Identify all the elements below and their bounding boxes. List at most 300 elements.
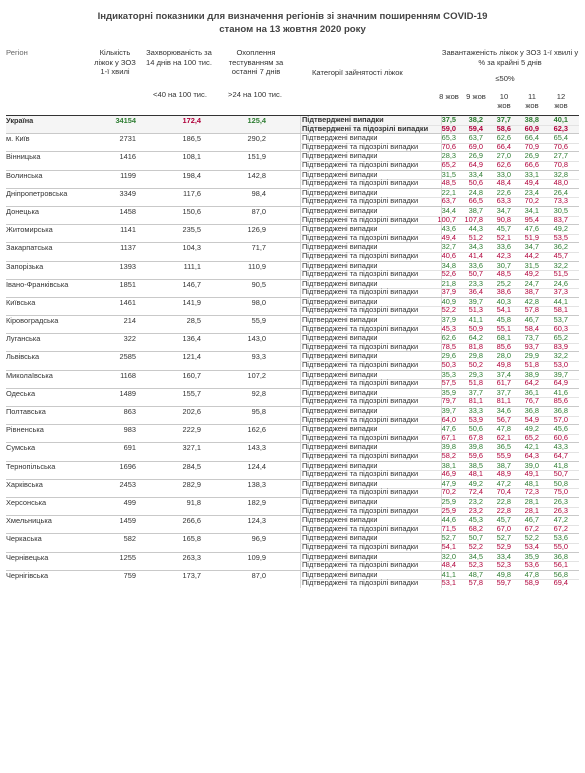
- beds-value: 1141: [120, 225, 136, 235]
- occupancy-confirmed-value: 22,6: [496, 187, 511, 197]
- occupancy-suspected-value: 51,8: [468, 378, 483, 388]
- testing-value: 95,8: [251, 407, 266, 416]
- occupancy-threshold: ≤50%: [495, 74, 515, 83]
- beds-value: 34154: [115, 116, 136, 125]
- occupancy-suspected-value: 57,0: [553, 414, 568, 424]
- region-name: Київська: [6, 297, 36, 307]
- incidence-value: 104,3: [182, 243, 201, 253]
- category-confirmed-suspected: Підтверджені та підозрілі випадки: [302, 287, 419, 297]
- occupancy-confirmed-value: 39,7: [553, 369, 568, 379]
- occupancy-confirmed-value: 34,3: [468, 242, 483, 252]
- region-name: Тернопільська: [6, 461, 56, 471]
- occupancy-suspected-value: 90,8: [496, 214, 511, 224]
- region-name: Закарпатська: [6, 243, 53, 253]
- occupancy-suspected-value: 48,5: [441, 178, 456, 188]
- beds-value: 1199: [120, 170, 136, 180]
- occupancy-suspected-value: 26,3: [553, 505, 568, 515]
- testing-value: 55,9: [251, 316, 266, 326]
- occupancy-suspected-value: 56,1: [553, 560, 568, 570]
- category-confirmed: Підтверджені випадки: [302, 515, 378, 525]
- occupancy-confirmed-value: 27,0: [496, 151, 511, 161]
- testing-value: 125,4: [247, 116, 266, 125]
- occupancy-confirmed-value: 32,0: [441, 551, 456, 561]
- title-line-1: Індикаторні показники для визначення регіонів зі значним поширенням COVID-19: [97, 11, 488, 22]
- beds-value: 1458: [119, 206, 136, 216]
- occupancy-suspected-value: 51,9: [524, 232, 539, 242]
- occupancy-suspected-value: 62,1: [496, 432, 511, 442]
- category-confirmed: Підтверджені випадки: [302, 406, 378, 415]
- occupancy-confirmed-value: 46,7: [524, 515, 539, 525]
- occupancy-suspected-value: 83,7: [553, 214, 568, 224]
- occupancy-confirmed-value: 41,1: [441, 569, 456, 579]
- occupancy-confirmed-value: 35,9: [441, 387, 456, 397]
- beds-value: 1416: [119, 152, 136, 162]
- beds-value: 863: [123, 407, 136, 416]
- occupancy-suspected-value: 55,9: [496, 450, 511, 460]
- occupancy-confirmed-value: 23,4: [524, 187, 539, 197]
- occupancy-confirmed-value: 52,7: [496, 533, 511, 543]
- occupancy-suspected-value: 51,2: [468, 232, 483, 242]
- occupancy-confirmed-value: 44,1: [553, 296, 568, 306]
- occupancy-confirmed-value: 45,3: [468, 515, 483, 525]
- region-name: Миколаївська: [6, 370, 53, 380]
- occupancy-confirmed-value: 33,3: [468, 406, 483, 415]
- category-confirmed-suspected: Підтверджені та підозрілі випадки: [302, 505, 419, 515]
- occupancy-suspected-value: 52,9: [496, 541, 511, 551]
- occupancy-confirmed-value: 53,7: [553, 315, 568, 325]
- region-name: Запорізька: [6, 261, 44, 271]
- region-name: Рівненська: [6, 425, 44, 435]
- occupancy-confirmed-value: 33,1: [524, 169, 539, 179]
- occupancy-confirmed-value: 41,6: [553, 387, 568, 397]
- testing-value: 87,0: [251, 206, 266, 216]
- region-name: Чернівецька: [6, 552, 49, 562]
- header-categories: Категорії зайнятості ліжок: [312, 68, 403, 77]
- category-confirmed-suspected: Підтверджені та підозрілі випадки: [302, 414, 419, 424]
- category-confirmed-suspected: Підтверджені та підозрілі випадки: [302, 305, 419, 315]
- region-row: [6, 242, 579, 260]
- category-confirmed-suspected: Підтверджені та підозрілі випадки: [302, 123, 429, 133]
- occupancy-confirmed-value: 37,5: [441, 115, 456, 124]
- category-confirmed: Підтверджені випадки: [302, 115, 384, 124]
- beds-value: 2731: [119, 134, 136, 144]
- testing-value: 109,9: [247, 552, 266, 562]
- occupancy-confirmed-value: 47,2: [496, 478, 511, 488]
- occupancy-suspected-value: 55,1: [496, 323, 511, 333]
- category-confirmed: Підтверджені випадки: [302, 315, 378, 325]
- occupancy-confirmed-value: 33,4: [468, 169, 483, 179]
- region-row: [6, 351, 579, 369]
- region-row: [6, 297, 579, 315]
- testing-value: 142,8: [247, 170, 266, 180]
- beds-value: 983: [123, 425, 136, 435]
- occupancy-suspected-value: 95,4: [524, 214, 539, 224]
- occupancy-suspected-value: 85,6: [496, 341, 511, 351]
- category-confirmed: Підтверджені випадки: [302, 133, 378, 143]
- occupancy-confirmed-value: 65,4: [553, 133, 568, 143]
- testing-value: 290,2: [247, 134, 266, 144]
- occupancy-suspected-value: 73,3: [553, 196, 568, 206]
- occupancy-confirmed-value: 37,9: [441, 315, 456, 325]
- occupancy-confirmed-value: 22,1: [441, 187, 456, 197]
- occupancy-confirmed-value: 47,8: [496, 424, 511, 434]
- occupancy-suspected-value: 54,9: [524, 414, 539, 424]
- occupancy-suspected-value: 71,5: [441, 523, 456, 533]
- occupancy-confirmed-value: 33,6: [496, 242, 511, 252]
- occupancy-suspected-value: 85,6: [553, 396, 568, 406]
- occupancy-confirmed-value: 37,7: [468, 387, 483, 397]
- incidence-value: 172,4: [182, 116, 201, 125]
- occupancy-confirmed-value: 46,7: [524, 315, 539, 325]
- occupancy-suspected-value: 28,1: [524, 505, 539, 515]
- occupancy-suspected-value: 52,6: [441, 269, 456, 279]
- incidence-value: 186,5: [182, 134, 201, 144]
- occupancy-confirmed-value: 39,8: [468, 442, 483, 452]
- occupancy-confirmed-value: 23,2: [468, 496, 483, 506]
- category-confirmed-suspected: Підтверджені та підозрілі випадки: [302, 232, 419, 242]
- occupancy-suspected-value: 70,2: [524, 196, 539, 206]
- region-row: [6, 188, 579, 206]
- testing-value: 98,4: [251, 188, 266, 198]
- category-confirmed: Підтверджені випадки: [302, 278, 378, 288]
- occupancy-confirmed-value: 44,6: [441, 515, 456, 525]
- occupancy-suspected-value: 51,5: [553, 269, 568, 279]
- occupancy-suspected-value: 52,3: [496, 560, 511, 570]
- day-header: 10 жов: [497, 92, 511, 110]
- occupancy-suspected-value: 38,6: [496, 287, 511, 297]
- occupancy-confirmed-value: 26,3: [553, 496, 568, 506]
- incidence-threshold: <40 на 100 тис.: [153, 90, 207, 99]
- occupancy-suspected-value: 49,8: [496, 360, 511, 370]
- occupancy-confirmed-value: 34,7: [496, 205, 511, 215]
- occupancy-suspected-value: 61,7: [496, 378, 511, 388]
- beds-value: 1851: [119, 279, 136, 289]
- category-confirmed-suspected: Підтверджені та підозрілі випадки: [302, 396, 419, 406]
- occupancy-suspected-value: 53,6: [524, 560, 539, 570]
- occupancy-confirmed-value: 37,4: [496, 369, 511, 379]
- region-name: Харківська: [6, 479, 43, 489]
- region-rows: [6, 115, 579, 588]
- category-confirmed-suspected: Підтверджені та підозрілі випадки: [302, 469, 419, 479]
- region-row: [6, 261, 579, 279]
- region-row: [6, 224, 579, 242]
- occupancy-confirmed-value: 29,8: [468, 351, 483, 361]
- incidence-value: 111,1: [183, 261, 201, 271]
- occupancy-suspected-value: 60,3: [553, 323, 568, 333]
- occupancy-confirmed-value: 42,1: [524, 442, 539, 452]
- table-header: [0, 36, 585, 108]
- category-confirmed: Підтверджені випадки: [302, 205, 378, 215]
- occupancy-confirmed-value: 34,5: [468, 551, 483, 561]
- occupancy-confirmed-value: 50,8: [553, 478, 568, 488]
- category-confirmed: Підтверджені випадки: [302, 442, 378, 452]
- region-name: Дніпропетровська: [6, 188, 68, 198]
- occupancy-suspected-value: 37,9: [441, 287, 456, 297]
- category-confirmed: Підтверджені випадки: [302, 260, 378, 270]
- occupancy-confirmed-value: 65,2: [553, 333, 568, 343]
- occupancy-suspected-value: 59,7: [496, 578, 511, 588]
- region-name: Україна: [6, 116, 34, 125]
- occupancy-confirmed-value: 21,8: [441, 278, 456, 288]
- category-confirmed: Підтверджені випадки: [302, 187, 378, 197]
- day-header: 8 жов: [439, 92, 459, 101]
- occupancy-confirmed-value: 68,1: [496, 333, 511, 343]
- testing-value: 71,7: [251, 243, 266, 253]
- testing-value: 87,0: [251, 570, 266, 580]
- occupancy-suspected-value: 58,9: [524, 578, 539, 588]
- occupancy-suspected-value: 62,6: [496, 159, 511, 169]
- occupancy-suspected-value: 78,5: [441, 341, 456, 351]
- occupancy-confirmed-value: 33,4: [496, 551, 511, 561]
- occupancy-confirmed-value: 38,2: [468, 115, 483, 124]
- occupancy-suspected-value: 52,1: [496, 232, 511, 242]
- occupancy-confirmed-value: 62,6: [441, 333, 456, 343]
- category-confirmed-suspected: Підтверджені та підозрілі випадки: [302, 159, 419, 169]
- occupancy-suspected-value: 70,2: [441, 487, 456, 497]
- occupancy-suspected-value: 66,5: [468, 196, 483, 206]
- category-confirmed: Підтверджені випадки: [302, 296, 378, 306]
- incidence-value: 117,6: [183, 188, 201, 198]
- occupancy-suspected-value: 60,6: [553, 432, 568, 442]
- category-confirmed-suspected: Підтверджені та підозрілі випадки: [302, 214, 419, 224]
- occupancy-confirmed-value: 35,3: [441, 369, 456, 379]
- occupancy-confirmed-value: 36,8: [553, 406, 568, 415]
- region-name: Черкаська: [6, 534, 42, 544]
- occupancy-suspected-value: 48,4: [441, 560, 456, 570]
- category-confirmed: Підтверджені випадки: [302, 424, 378, 434]
- occupancy-suspected-value: 38,7: [524, 287, 539, 297]
- occupancy-confirmed-value: 34,7: [524, 242, 539, 252]
- region-row: [6, 333, 579, 351]
- testing-value: 138,3: [247, 479, 266, 489]
- occupancy-confirmed-value: 34,4: [441, 205, 456, 215]
- region-name: Житомирська: [6, 225, 53, 235]
- occupancy-suspected-value: 36,4: [468, 287, 483, 297]
- occupancy-confirmed-value: 49,2: [468, 478, 483, 488]
- occupancy-confirmed-value: 38,9: [524, 369, 539, 379]
- beds-value: 2453: [119, 479, 136, 489]
- beds-value: 691: [123, 443, 136, 453]
- occupancy-confirmed-value: 45,8: [496, 315, 511, 325]
- incidence-value: 222,9: [182, 425, 201, 435]
- occupancy-suspected-value: 52,2: [468, 541, 483, 551]
- region-name: Чернігівська: [6, 570, 49, 580]
- occupancy-suspected-value: 58,1: [553, 305, 568, 315]
- occupancy-suspected-value: 23,2: [468, 505, 483, 515]
- incidence-value: 235,5: [182, 225, 201, 235]
- occupancy-confirmed-value: 39,0: [524, 460, 539, 470]
- testing-value: 124,3: [247, 516, 266, 526]
- occupancy-confirmed-value: 39,8: [441, 442, 456, 452]
- occupancy-suspected-value: 25,9: [441, 505, 456, 515]
- incidence-value: 91,8: [186, 497, 201, 507]
- incidence-value: 165,8: [182, 534, 201, 544]
- testing-value: 92,8: [251, 388, 266, 398]
- region-row: [6, 151, 579, 169]
- incidence-value: 160,7: [182, 370, 201, 380]
- beds-value: 582: [123, 534, 136, 544]
- occupancy-confirmed-value: 52,2: [524, 533, 539, 543]
- header-occupancy: Завантаженість ліжок у ЗОЗ 1-ї хвилі у % за крайні 5 днів: [441, 48, 579, 67]
- occupancy-suspected-value: 58,4: [524, 323, 539, 333]
- occupancy-suspected-value: 72,4: [468, 487, 483, 497]
- occupancy-suspected-value: 64,9: [553, 378, 568, 388]
- occupancy-suspected-value: 75,0: [553, 487, 568, 497]
- occupancy-suspected-value: 81,1: [496, 396, 511, 406]
- occupancy-suspected-value: 81,1: [468, 396, 483, 406]
- occupancy-suspected-value: 72,3: [524, 487, 539, 497]
- occupancy-confirmed-value: 62,6: [496, 133, 511, 143]
- occupancy-confirmed-value: 38,5: [468, 460, 483, 470]
- incidence-value: 136,4: [182, 334, 201, 344]
- occupancy-suspected-value: 48,1: [468, 469, 483, 479]
- occupancy-confirmed-value: 47,9: [441, 478, 456, 488]
- region-name: Луганська: [6, 334, 41, 344]
- region-name: Полтавська: [6, 407, 46, 416]
- category-confirmed-suspected: Підтверджені та підозрілі випадки: [302, 250, 419, 260]
- occupancy-confirmed-value: 41,1: [468, 315, 483, 325]
- occupancy-confirmed-value: 32,2: [553, 260, 568, 270]
- occupancy-confirmed-value: 64,2: [468, 333, 483, 343]
- occupancy-confirmed-value: 34,8: [441, 260, 456, 270]
- occupancy-suspected-value: 51,3: [468, 305, 483, 315]
- occupancy-suspected-value: 53,5: [553, 232, 568, 242]
- testing-value: 124,4: [247, 461, 266, 471]
- occupancy-confirmed-value: 26,9: [524, 151, 539, 161]
- region-row: [6, 388, 579, 406]
- occupancy-confirmed-value: 37,7: [496, 115, 511, 124]
- category-confirmed-suspected: Підтверджені та підозрілі випадки: [302, 178, 419, 188]
- occupancy-confirmed-value: 38,7: [468, 205, 483, 215]
- beds-value: 2585: [119, 352, 136, 362]
- occupancy-suspected-value: 53,0: [553, 360, 568, 370]
- occupancy-confirmed-value: 26,9: [468, 151, 483, 161]
- occupancy-suspected-value: 50,2: [468, 360, 483, 370]
- occupancy-suspected-value: 62,3: [553, 123, 568, 133]
- incidence-value: 146,7: [182, 279, 201, 289]
- occupancy-confirmed-value: 24,8: [468, 187, 483, 197]
- beds-value: 499: [123, 497, 136, 507]
- occupancy-confirmed-value: 48,1: [524, 478, 539, 488]
- occupancy-suspected-value: 55,0: [553, 541, 568, 551]
- occupancy-confirmed-value: 45,7: [496, 515, 511, 525]
- occupancy-confirmed-value: 36,8: [553, 551, 568, 561]
- occupancy-confirmed-value: 40,9: [441, 296, 456, 306]
- occupancy-suspected-value: 100,7: [437, 214, 456, 224]
- occupancy-confirmed-value: 66,4: [524, 133, 539, 143]
- occupancy-confirmed-value: 25,2: [496, 278, 511, 288]
- occupancy-suspected-value: 50,7: [553, 469, 568, 479]
- occupancy-suspected-value: 66,4: [496, 141, 511, 151]
- occupancy-suspected-value: 70,9: [524, 141, 539, 151]
- region-row: [6, 479, 579, 497]
- beds-value: 1696: [119, 461, 136, 471]
- category-confirmed-suspected: Підтверджені та підозрілі випадки: [302, 269, 419, 279]
- testing-value: 151,9: [247, 152, 266, 162]
- occupancy-confirmed-value: 24,7: [524, 278, 539, 288]
- occupancy-suspected-value: 69,0: [468, 141, 483, 151]
- occupancy-confirmed-value: 47,2: [553, 515, 568, 525]
- region-name: Сумська: [6, 443, 36, 453]
- occupancy-suspected-value: 44,2: [524, 250, 539, 260]
- occupancy-confirmed-value: 73,7: [524, 333, 539, 343]
- occupancy-suspected-value: 57,8: [524, 305, 539, 315]
- occupancy-suspected-value: 59,4: [468, 123, 483, 133]
- occupancy-suspected-value: 50,3: [441, 360, 456, 370]
- incidence-value: 121,4: [182, 352, 201, 362]
- category-confirmed-suspected: Підтверджені та підозрілі випадки: [302, 360, 419, 370]
- region-row: [6, 461, 579, 479]
- occupancy-suspected-value: 67,1: [441, 432, 456, 442]
- occupancy-confirmed-value: 45,6: [553, 424, 568, 434]
- occupancy-confirmed-value: 40,1: [553, 115, 568, 124]
- region-name: Волинська: [6, 170, 43, 180]
- category-confirmed-suspected: Підтверджені та підозрілі випадки: [302, 450, 419, 460]
- occupancy-confirmed-value: 37,7: [496, 387, 511, 397]
- occupancy-suspected-value: 48,4: [496, 178, 511, 188]
- category-confirmed: Підтверджені випадки: [302, 551, 378, 561]
- occupancy-suspected-value: 48,0: [553, 178, 568, 188]
- occupancy-suspected-value: 93,7: [524, 341, 539, 351]
- occupancy-confirmed-value: 36,8: [524, 406, 539, 415]
- testing-value: 98,0: [251, 297, 266, 307]
- occupancy-confirmed-value: 25,9: [441, 496, 456, 506]
- occupancy-confirmed-value: 27,7: [553, 151, 568, 161]
- occupancy-confirmed-value: 36,2: [553, 242, 568, 252]
- occupancy-suspected-value: 67,8: [468, 432, 483, 442]
- category-confirmed: Підтверджені випадки: [302, 478, 378, 488]
- occupancy-confirmed-value: 42,8: [524, 296, 539, 306]
- occupancy-confirmed-value: 43,3: [553, 442, 568, 452]
- category-confirmed: Підтверджені випадки: [302, 351, 378, 361]
- beds-value: 214: [123, 316, 136, 326]
- region-row: [6, 115, 579, 133]
- region-row: [6, 515, 579, 533]
- occupancy-confirmed-value: 34,6: [496, 406, 511, 415]
- day-header: 11 жов: [525, 92, 539, 110]
- category-confirmed-suspected: Підтверджені та підозрілі випадки: [302, 487, 419, 497]
- occupancy-suspected-value: 67,2: [553, 523, 568, 533]
- occupancy-confirmed-value: 50,6: [468, 424, 483, 434]
- occupancy-suspected-value: 53,9: [468, 414, 483, 424]
- occupancy-confirmed-value: 32,8: [553, 169, 568, 179]
- day-header: 12 жов: [554, 92, 568, 110]
- occupancy-suspected-value: 53,4: [524, 541, 539, 551]
- occupancy-confirmed-value: 26,4: [553, 187, 568, 197]
- occupancy-confirmed-value: 52,7: [441, 533, 456, 543]
- region-name: Хмельницька: [6, 516, 52, 526]
- category-confirmed-suspected: Підтверджені та підозрілі випадки: [302, 323, 419, 333]
- occupancy-suspected-value: 54,1: [441, 541, 456, 551]
- occupancy-suspected-value: 107,8: [464, 214, 483, 224]
- incidence-value: 28,5: [186, 316, 201, 326]
- testing-value: 107,2: [247, 370, 266, 380]
- region-name: Львівська: [6, 352, 40, 362]
- occupancy-confirmed-value: 31,5: [441, 169, 456, 179]
- category-confirmed-suspected: Підтверджені та підозрілі випадки: [302, 432, 419, 442]
- region-row: [6, 552, 579, 570]
- occupancy-suspected-value: 42,3: [496, 250, 511, 260]
- occupancy-suspected-value: 70,4: [496, 487, 511, 497]
- occupancy-suspected-value: 76,7: [524, 396, 539, 406]
- occupancy-suspected-value: 50,6: [468, 178, 483, 188]
- beds-value: 3349: [119, 188, 136, 198]
- category-confirmed-suspected: Підтверджені та підозрілі випадки: [302, 341, 419, 351]
- beds-value: 1459: [119, 516, 136, 526]
- occupancy-suspected-value: 58,2: [441, 450, 456, 460]
- occupancy-confirmed-value: 49,2: [553, 224, 568, 234]
- region-row: [6, 533, 579, 551]
